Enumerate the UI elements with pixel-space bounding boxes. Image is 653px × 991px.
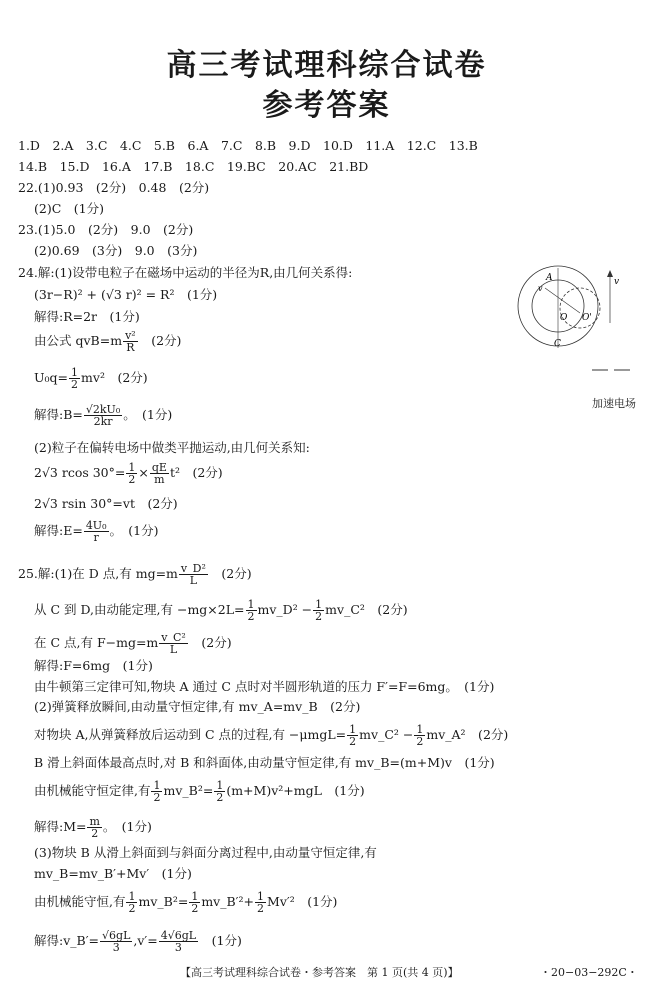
- magnetic-field-figure: [510, 258, 640, 408]
- text: mv_B′²+: [201, 894, 255, 909]
- fraction: [150, 462, 169, 485]
- numerator: 1: [247, 598, 255, 611]
- q25-line-7: [34, 724, 508, 747]
- text: 。 (1分): [123, 407, 173, 422]
- text: 2√3 rcos 30°=: [34, 465, 126, 480]
- label-v-left: v: [538, 284, 543, 293]
- numerator: 1: [315, 598, 323, 611]
- text: 由公式 qvB=m: [34, 333, 123, 348]
- denominator: L: [189, 574, 198, 587]
- denominator: 3: [112, 941, 120, 954]
- text: (2分): [201, 635, 232, 650]
- text: 解得:v_B′=: [34, 933, 100, 948]
- denominator: 2: [247, 610, 255, 623]
- fraction: [87, 816, 101, 839]
- q25-line-3: [34, 632, 232, 655]
- fraction: [159, 930, 198, 953]
- text: mv_C² −: [359, 727, 414, 742]
- denominator: 2: [71, 378, 79, 391]
- numerator: 1: [128, 461, 136, 474]
- q22-line-2: (2)C (1分): [34, 201, 104, 216]
- text: mv_B²=: [163, 783, 214, 798]
- numerator: 1: [153, 779, 161, 792]
- q24-line-9: 2√3 rsin 30°=vt (2分): [34, 496, 178, 511]
- arrowhead: [607, 270, 613, 277]
- label-o: O: [560, 313, 568, 323]
- denominator: 2: [128, 473, 136, 486]
- numerator: 1: [257, 890, 265, 903]
- answers-row-2: 14.B 15.D 16.A 17.B 18.C 19.BC 20.AC 21.BD: [18, 159, 369, 174]
- fraction: [126, 462, 137, 485]
- numerator: qE: [151, 461, 167, 474]
- denominator: 2: [416, 735, 424, 748]
- text: (1分): [211, 933, 242, 948]
- text: mv² (2分): [81, 370, 148, 385]
- label-o-prime: O': [582, 313, 592, 323]
- text: 解得:E=: [34, 523, 83, 538]
- text: (m+M)v²+mgL (1分): [226, 783, 365, 798]
- q25-line-12: mv_B=mv_B′+Mv′ (1分): [34, 866, 192, 881]
- q24-line-2: (3r−R)² + (√3 r)² = R² (1分): [34, 287, 218, 302]
- text: 解得:M=: [34, 819, 87, 834]
- numerator: 1: [191, 890, 199, 903]
- text: 。 (1分): [102, 819, 152, 834]
- label-c: C: [554, 339, 561, 349]
- q22-line-1: 22.(1)0.93 (2分) 0.48 (2分): [18, 180, 210, 195]
- q24-line-5: [34, 367, 148, 390]
- text: U₀q=: [34, 370, 69, 385]
- numerator: 1: [71, 366, 79, 379]
- q25-line-10: [34, 816, 152, 839]
- q25-line-14: [34, 930, 242, 953]
- q24-line-1: 24.解:(1)设带电粒子在磁场中运动的半径为R,由几何关系得:: [18, 265, 353, 280]
- fraction: [414, 724, 425, 747]
- text: 25.解:(1)在 D 点,有 mg=m: [18, 566, 178, 581]
- fraction: [151, 780, 162, 803]
- text: ,v′=: [133, 933, 158, 948]
- denominator: 2: [128, 902, 136, 915]
- q25-line-6: (2)弹簧释放瞬间,由动量守恒定律,有 mv_A=mv_B (2分): [34, 699, 361, 714]
- q25-line-5: 由牛顿第三定律可知,物块 A 通过 C 点时对半圆形轨道的压力 F′=F=6mg。 (1分): [34, 679, 495, 694]
- text: ×: [138, 465, 149, 480]
- numerator: 1: [416, 723, 424, 736]
- fraction: [84, 520, 109, 543]
- denominator: 2: [153, 791, 161, 804]
- text: mv_B²=: [138, 894, 189, 909]
- page-subtitle: 参考答案: [262, 88, 391, 123]
- text: (2分): [151, 333, 182, 348]
- q25-line-11: (3)物块 B 从滑上斜面到与斜面分离过程中,由动量守恒定律,有: [34, 845, 377, 860]
- answers-row-1: 1.D 2.A 3.C 4.C 5.B 6.A 7.C 8.B 9.D 10.D 11.A 12.C 13.B: [18, 138, 478, 153]
- denominator: L: [169, 643, 178, 656]
- fraction: [189, 891, 200, 914]
- fraction: [313, 599, 324, 622]
- text: 对物块 A,从弹簧释放后运动到 C 点的过程,有 −μmgL=: [34, 727, 347, 742]
- text: 在 C 点,有 F−mg=m: [34, 635, 159, 650]
- figure-caption: 加速电场: [592, 397, 636, 410]
- q25-line-2: [34, 599, 408, 622]
- numerator: 1: [216, 779, 224, 792]
- fraction: [123, 330, 138, 353]
- text: mv_A² (2分): [426, 727, 509, 742]
- numerator: √2kU₀: [85, 403, 121, 416]
- text: Mv′² (1分): [267, 894, 338, 909]
- numerator: v²: [125, 329, 136, 342]
- fraction: [246, 599, 257, 622]
- fraction: [347, 724, 358, 747]
- fraction: [100, 930, 132, 953]
- text: t² (2分): [169, 465, 223, 480]
- q24-line-8: [34, 462, 223, 485]
- label-a: A: [546, 273, 553, 283]
- q24-line-3: 解得:R=2r (1分): [34, 309, 140, 324]
- denominator: 2: [257, 902, 265, 915]
- text: 。 (1分): [109, 523, 159, 538]
- fraction: [69, 367, 80, 390]
- numerator: v_D²: [180, 562, 206, 575]
- page-title: 高三考试理科综合试卷: [166, 48, 487, 83]
- label-v-right: v: [614, 277, 620, 287]
- numerator: 4√6gL: [160, 929, 197, 942]
- numerator: m: [89, 815, 100, 828]
- numerator: 1: [128, 890, 136, 903]
- denominator: 2kr: [93, 415, 113, 428]
- q25-line-9: [34, 780, 365, 803]
- radius-line: [545, 288, 580, 313]
- footer-code: ・20−03−292C・: [540, 966, 638, 979]
- denominator: m: [154, 473, 165, 486]
- numerator: 4U₀: [85, 519, 107, 532]
- q25-line-8: B 滑上斜面体最高点时,对 B 和斜面体,由动量守恒定律,有 mv_B=(m+M)v (1分): [34, 755, 495, 770]
- numerator: v_C²: [161, 631, 186, 644]
- denominator: 2: [91, 827, 99, 840]
- text: (2分): [221, 566, 252, 581]
- q23-line-2: (2)0.69 (3分) 9.0 (3分): [34, 243, 198, 258]
- q25-line-1: [18, 563, 252, 586]
- denominator: R: [126, 341, 135, 354]
- denominator: 2: [191, 902, 199, 915]
- q24-line-6: [34, 404, 172, 427]
- text: mv_C² (2分): [325, 602, 408, 617]
- denominator: r: [93, 531, 99, 544]
- denominator: 2: [315, 610, 323, 623]
- footer-page-info: 【高三考试理科综合试卷・参考答案 第 1 页(共 4 页)】: [180, 966, 459, 979]
- fraction: [84, 404, 122, 427]
- denominator: 2: [216, 791, 224, 804]
- fraction: [214, 780, 225, 803]
- text: 由机械能守恒,有: [34, 894, 126, 909]
- text: mv_D² −: [257, 602, 313, 617]
- text: 从 C 到 D,由动能定理,有 −mg×2L=: [34, 602, 245, 617]
- q25-line-13: [34, 891, 337, 914]
- denominator: 2: [349, 735, 357, 748]
- fraction: [255, 891, 266, 914]
- denominator: 3: [174, 941, 182, 954]
- text: 解得:B=: [34, 407, 83, 422]
- fraction: [126, 891, 137, 914]
- numerator: √6gL: [102, 929, 131, 942]
- numerator: 1: [349, 723, 357, 736]
- q24-line-10: [34, 520, 158, 543]
- fraction: [179, 563, 208, 586]
- fraction: [159, 632, 188, 655]
- q24-line-4: [34, 330, 181, 353]
- q23-line-1: 23.(1)5.0 (2分) 9.0 (2分): [18, 222, 194, 237]
- q24-line-7: (2)粒子在偏转电场中做类平抛运动,由几何关系知:: [34, 440, 310, 455]
- q25-line-4: 解得:F=6mg (1分): [34, 658, 153, 673]
- text: 由机械能守恒定律,有: [34, 783, 151, 798]
